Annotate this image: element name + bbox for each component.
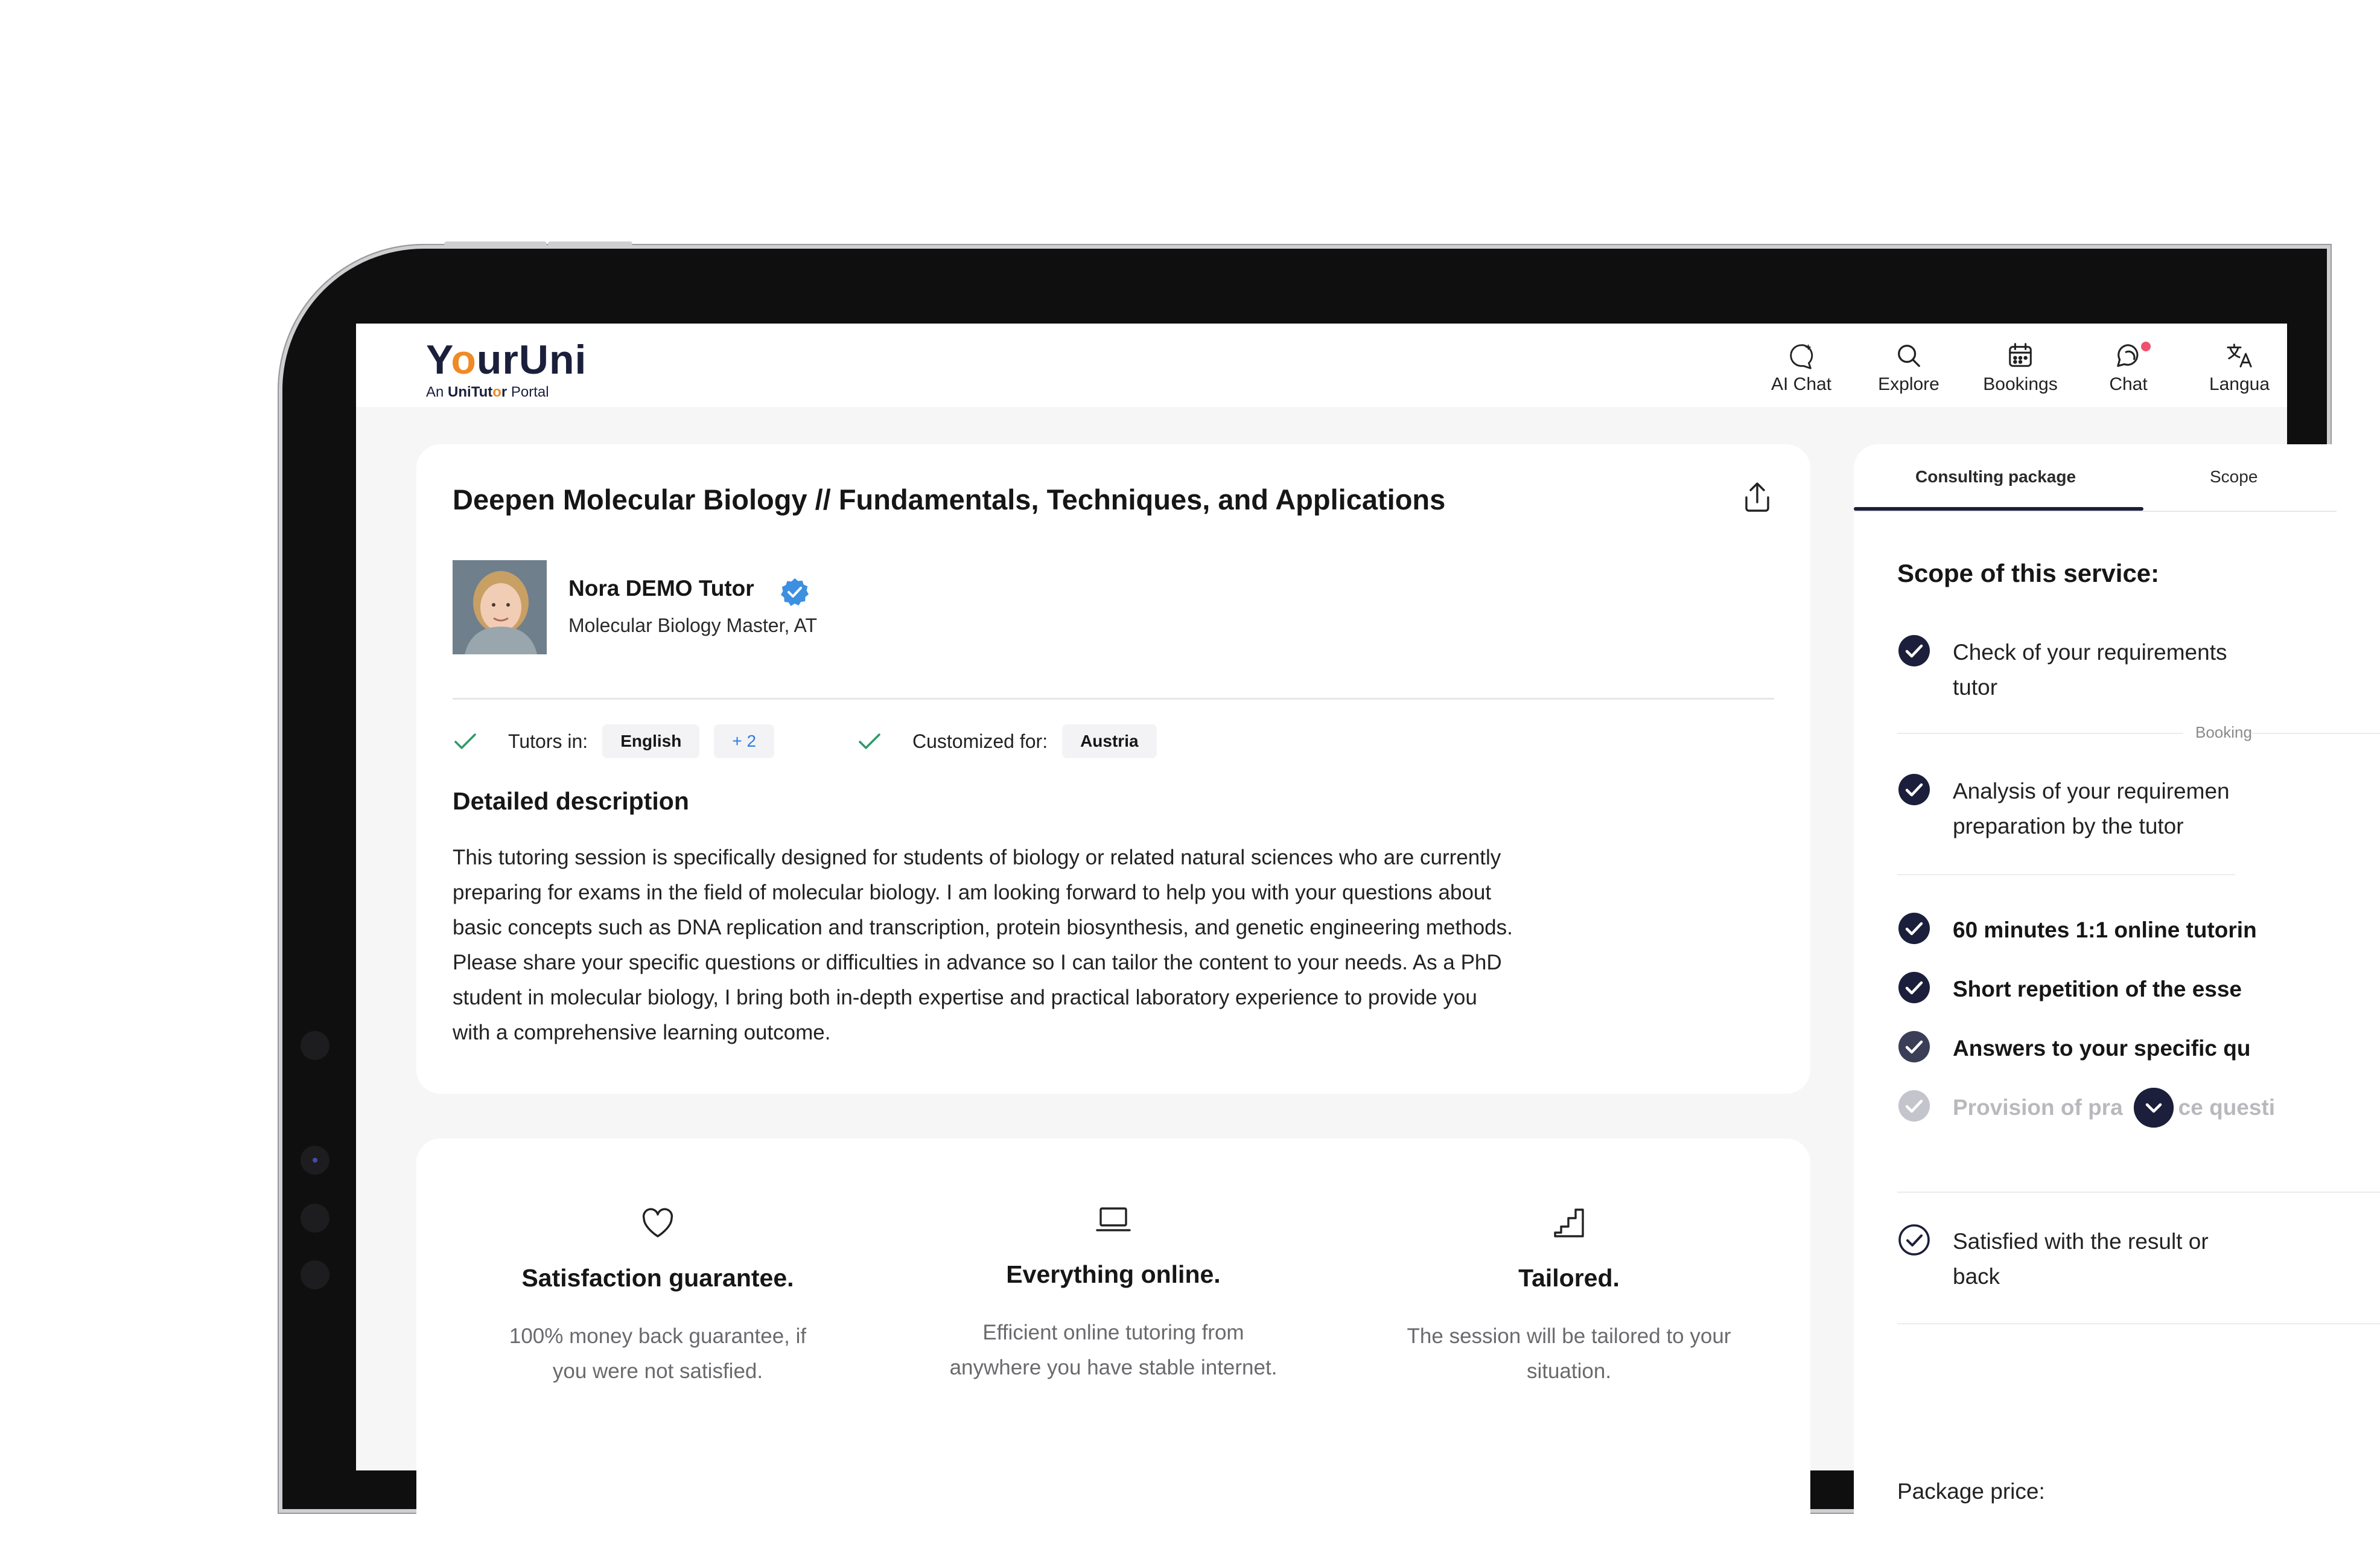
scope-item-text: Satisfied with the result or [1953, 1229, 2209, 1254]
check-icon [857, 729, 882, 754]
top-bar [356, 324, 2287, 407]
scope-item-text: Short repetition of the esse [1953, 977, 2242, 1001]
description-line: Please share your specific questions or difficulties in advance so I can tailor the content to your needs. As a PhD [453, 951, 1502, 974]
filled-check-icon [1897, 1089, 1931, 1123]
filled-check-icon [1897, 773, 1931, 806]
nav-label: Bookings [1983, 374, 2058, 394]
tutor-name[interactable]: Nora DEMO Tutor [568, 576, 754, 601]
offer-card [416, 444, 1810, 1094]
chat-notification-dot [2141, 342, 2151, 351]
main-nav [356, 342, 2287, 402]
description-line: preparing for exams in the field of molecular biology. I am looking forward to help you with your questions about [453, 881, 1492, 904]
customized-for-label: Customized for: [912, 730, 1048, 752]
translate-icon [2226, 342, 2253, 369]
scope-item [1897, 1224, 2209, 1294]
tablet-camera [301, 1146, 329, 1175]
scroll-down-button[interactable] [2134, 1088, 2174, 1128]
feature-text: 100% money back guarantee, if [509, 1324, 807, 1348]
feature-text: situation. [1526, 1359, 1612, 1383]
nav-label: Langua [2209, 374, 2270, 394]
filled-check-icon [1897, 911, 1931, 945]
tutors-in-row [453, 723, 774, 759]
tablet-top-button [444, 241, 547, 246]
scope-item [1897, 635, 2227, 705]
feature-satisfaction [453, 1205, 863, 1389]
verified-badge-icon [780, 577, 810, 607]
customized-for-row [857, 723, 1157, 759]
nav-explore[interactable] [1857, 342, 1960, 395]
filled-check-icon [1897, 971, 1931, 1004]
filled-check-icon [1897, 1030, 1931, 1064]
country-pill: Austria [1062, 724, 1156, 758]
scope-item [1897, 1090, 2275, 1125]
filled-check-icon [1897, 634, 1931, 668]
app-screen [356, 324, 2287, 1504]
feature-text: The session will be tailored to your [1407, 1324, 1731, 1348]
nav-label: Explore [1878, 374, 1939, 394]
scope-item-text: back [1953, 1264, 2000, 1289]
booking-separator-label: Booking [2183, 723, 2252, 742]
tutor-photo [453, 560, 547, 654]
feature-online [908, 1201, 1319, 1385]
description-line: student in molecular biology, I bring both in-depth expertise and practical laboratory experience to provide you [453, 986, 1477, 1009]
check-icon [453, 729, 478, 754]
tab-consulting-package[interactable]: Consulting package [1915, 467, 2076, 486]
feature-text: Efficient online tutoring from [982, 1321, 1244, 1344]
scope-item [1897, 774, 2230, 844]
scope-item-text: Provision of pra [1953, 1095, 2123, 1120]
tablet-side-button [301, 1031, 329, 1060]
scope-item-text: tutor [1953, 675, 1998, 700]
tutor-degree: Molecular Biology Master, AT [568, 615, 818, 636]
package-tabs [1854, 444, 2337, 512]
features-card [416, 1138, 1810, 1561]
share-icon[interactable] [1740, 480, 1774, 514]
scope-item-text: ce questi [2178, 1095, 2276, 1120]
search-icon [1895, 342, 1923, 369]
active-tab-indicator [1854, 507, 2143, 511]
tab-scope[interactable]: Scope [2210, 467, 2258, 486]
feature-text: anywhere you have stable internet. [949, 1356, 1278, 1379]
logo-wordmark: YourUni [426, 337, 587, 383]
nav-label: Chat [2109, 374, 2148, 394]
description-text [453, 840, 1744, 1050]
package-panel [1854, 444, 2337, 1531]
nav-chat[interactable] [2077, 342, 2180, 395]
language-pill: English [602, 724, 699, 758]
nav-ai-chat[interactable] [1750, 342, 1853, 395]
nav-bookings[interactable] [1969, 342, 2072, 395]
tablet-side-button [301, 1204, 329, 1233]
scope-item [1897, 972, 2242, 1007]
description-heading: Detailed description [453, 787, 689, 815]
tablet-side-button [301, 1260, 329, 1289]
scope-separator [1897, 733, 2380, 734]
scope-item [1897, 913, 2257, 948]
feature-title: Satisfaction guarantee. [521, 1264, 794, 1292]
description-line: basic concepts such as DNA replication and transcription, protein biosynthesis, and genetic engineering methods. [453, 916, 1513, 939]
package-price-label: Package price: [1897, 1479, 2045, 1504]
outline-check-icon [1897, 1223, 1931, 1257]
scope-separator [1897, 874, 2235, 875]
ai-chat-icon [1787, 342, 1815, 369]
description-line: This tutoring session is specifically designed for students of biology or related natural sciences who are currently [453, 846, 1501, 869]
calendar-icon [2006, 342, 2034, 369]
scope-item [1897, 1031, 2250, 1066]
stairs-icon [1550, 1205, 1588, 1242]
tutor-avatar[interactable] [453, 560, 547, 654]
chat-icon [2114, 342, 2142, 369]
scope-separator [1897, 1192, 2380, 1193]
scope-item-text: 60 minutes 1:1 online tutorin [1953, 918, 2257, 942]
tablet-top-button [548, 241, 632, 246]
nav-language[interactable] [2188, 342, 2291, 395]
scope-item-text: Check of your requirements [1953, 640, 2227, 665]
scope-item-text: Answers to your specific qu [1953, 1036, 2251, 1061]
feature-tailored [1364, 1205, 1774, 1389]
feature-text: you were not satisfied. [552, 1359, 763, 1383]
feature-title: Everything online. [1006, 1260, 1221, 1288]
more-languages-pill[interactable]: + 2 [714, 724, 774, 758]
scope-item-text: Analysis of your requiremen [1953, 779, 2230, 803]
heart-icon [639, 1205, 676, 1242]
offer-title: Deepen Molecular Biology // Fundamentals, Techniques, and Applications [453, 484, 1446, 516]
nav-label: AI Chat [1771, 374, 1832, 394]
scope-heading: Scope of this service: [1897, 559, 2160, 587]
tutors-in-label: Tutors in: [508, 730, 588, 752]
logo-tagline: An UniTutor Portal [426, 384, 549, 400]
description-line: with a comprehensive learning outcome. [453, 1021, 831, 1044]
scope-item-text: preparation by the tutor [1953, 814, 2184, 838]
section-divider [453, 698, 1774, 700]
laptop-icon [1095, 1201, 1132, 1239]
feature-title: Tailored. [1518, 1264, 1620, 1292]
scope-separator [1897, 1323, 2380, 1324]
